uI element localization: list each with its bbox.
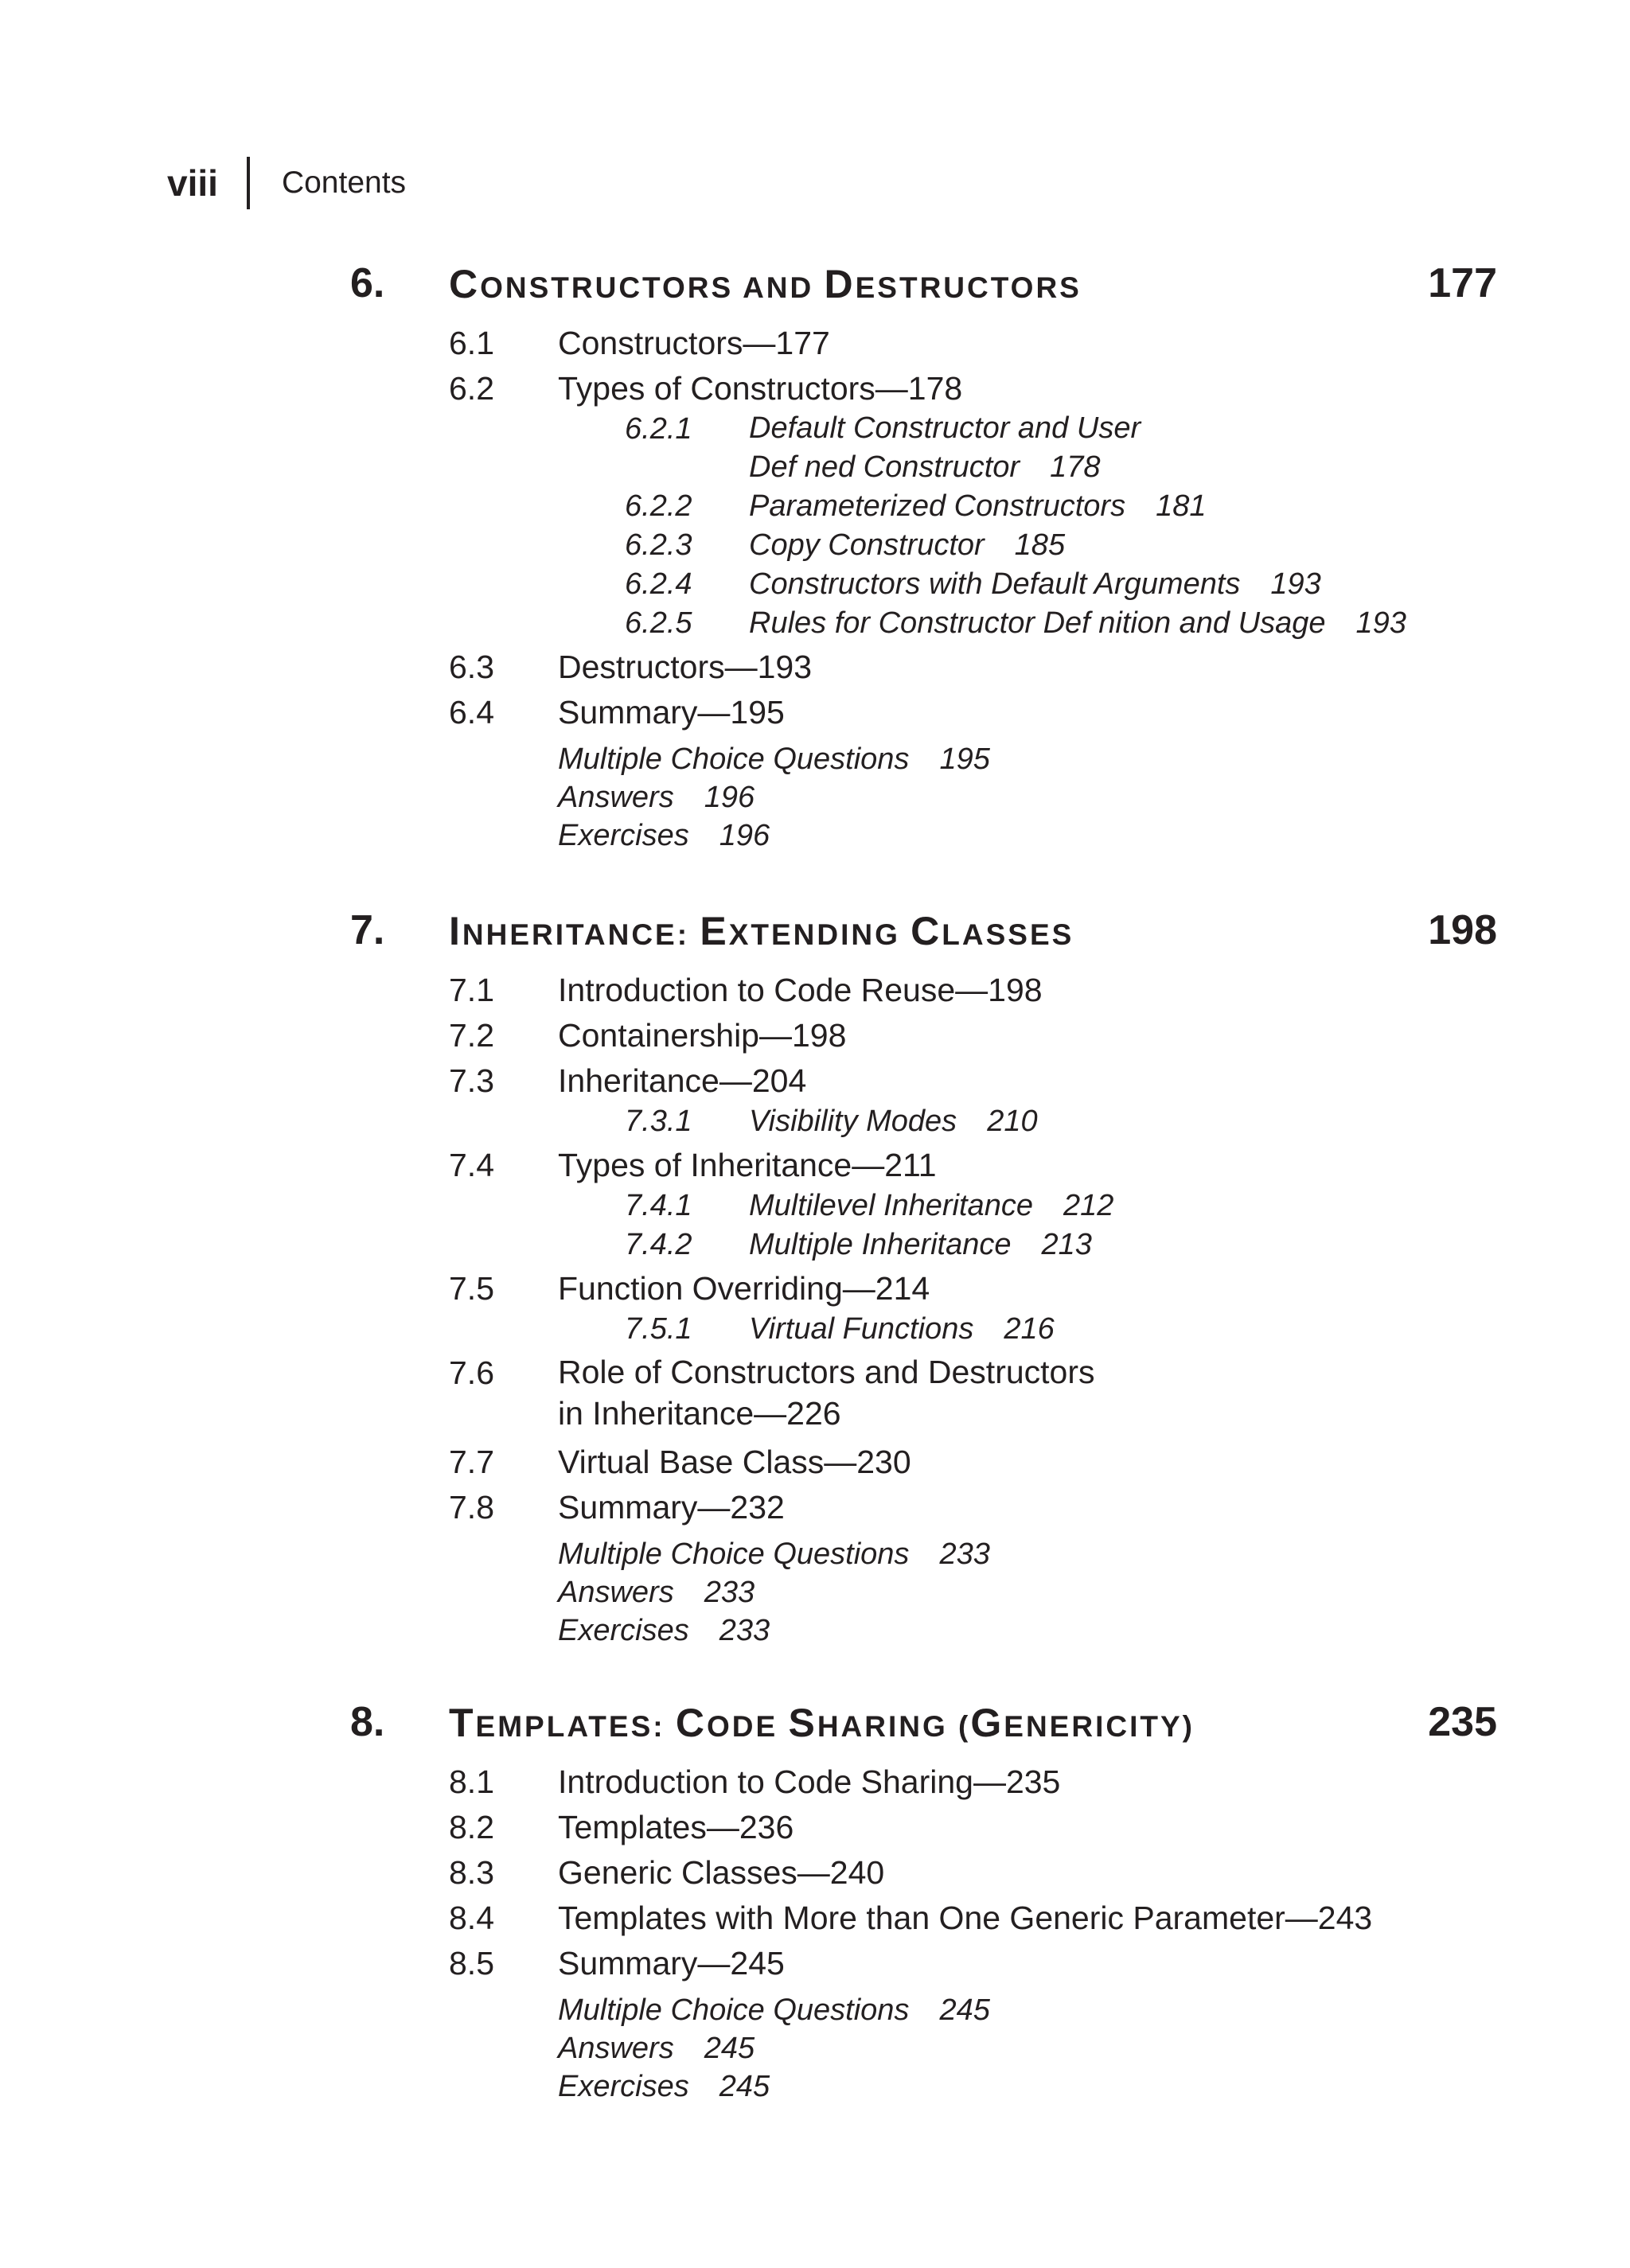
section-title: Templates—236 [558,1809,794,1845]
title-initial: C [911,909,942,953]
end-matter-title [558,781,755,815]
end-matter-title [558,2070,770,2104]
end-matter-entry [0,739,1630,777]
section-entry [0,1056,1630,1101]
subsection-title-line: Virtual Functions [749,1312,974,1346]
subsection-title [749,528,1065,563]
section-entry [0,965,1630,1011]
chapter-page: 177 [1428,260,1497,306]
subsection-title [749,409,1141,487]
subsection-entry [0,1309,1630,1348]
section-number: 7.6 [449,1354,494,1391]
subsection-title-line: Default Constructor and User [749,411,1141,445]
subsection-page: 193 [1270,567,1321,601]
end-matter-entry [0,1611,1630,1649]
section-entry [0,1140,1630,1186]
section-title: Generic Classes—240 [558,1854,885,1891]
subsection-title [749,489,1206,524]
section-title: Constructors—177 [558,325,830,361]
end-matter-label: Multiple Choice Questions [558,742,910,776]
section-number: 8.2 [449,1809,494,1845]
end-matter-page: 196 [719,819,770,852]
spacer [0,1528,1630,1534]
subsection-title [749,1228,1092,1262]
end-matter-label: Exercises [558,2070,689,2103]
section-title: Templates with More than One Generic Parameter—243 [558,1900,1373,1936]
running-title: Contents [281,166,407,200]
title-small-caps: XTENDING [728,918,911,951]
end-matter-entry [0,777,1630,816]
title-initial: I [449,909,462,953]
section-number: 8.4 [449,1900,494,1936]
subsection-title-line: Constructors with Default Arguments [749,567,1241,601]
end-matter-title [558,1614,770,1648]
subsection-title [749,1189,1113,1223]
title-small-caps: ODE [706,1710,789,1743]
subsection-entry [0,1101,1630,1140]
subsection-title-line: Parameterized Constructors [749,489,1126,523]
subsection-title-line: Rules for Constructor Def nition and Usage [749,606,1326,640]
section-entry [0,1348,1630,1437]
title-small-caps: ONSTRUCTORS AND [480,271,825,304]
section-title [558,1351,1274,1434]
section-number: 7.5 [449,1270,494,1307]
title-initial: D [824,262,856,306]
section-entry [0,1264,1630,1309]
subsection-title [749,1312,1055,1346]
section-title: Inheritance—204 [558,1062,807,1099]
section-number: 8.5 [449,1945,494,1982]
section-number: 6.4 [449,694,494,731]
chapter-heading [0,1693,1630,1757]
section-entry [0,1848,1630,1893]
title-small-caps: LASSES [942,918,1074,951]
header-divider [247,157,250,209]
spacer [0,1984,1630,1990]
subsection-title-line: Visibility Modes [749,1105,957,1138]
chapter-heading [0,902,1630,965]
subsection-page: 181 [1156,489,1207,523]
section-entry [0,364,1630,409]
title-initial: C [675,1701,707,1745]
title-initial: T [449,1701,476,1745]
section-title: Introduction to Code Sharing—235 [558,1763,1061,1800]
section-number: 7.3 [449,1062,494,1099]
subsection-entry [0,525,1630,564]
page-number: viii [167,162,218,204]
end-matter-entry [0,816,1630,854]
chapter-number: 8. [350,1699,385,1745]
section-entry [0,688,1630,733]
subsection-number: 6.2.1 [625,412,692,446]
title-small-caps: ENERICITY) [1004,1710,1195,1743]
subsection-title [749,606,1406,641]
section-entry [0,642,1630,688]
end-matter-page: 195 [939,742,990,776]
subsection-number: 6.2.4 [625,567,692,601]
subsection-page: 212 [1063,1189,1114,1222]
subsection-page: 193 [1355,606,1406,640]
end-matter-label: Answers [558,781,674,814]
chapter-page: 235 [1428,1699,1497,1745]
section-title: Summary—245 [558,1945,785,1982]
end-matter-entry [0,1990,1630,2028]
subsection-page: 213 [1041,1228,1092,1261]
title-small-caps: HARING ( [817,1710,971,1743]
end-matter-label: Answers [558,2032,674,2065]
chapter-title [449,908,1074,954]
title-initial: C [449,262,481,306]
running-header [167,147,406,219]
section-title: Summary—232 [558,1489,785,1526]
end-matter-entry [0,1534,1630,1572]
title-small-caps: NHERITANCE: [462,918,700,951]
section-entry [0,1483,1630,1528]
title-small-caps: EMPLATES: [475,1710,676,1743]
subsection-title-line: Copy Constructor [749,528,985,562]
end-matter-label: Exercises [558,819,689,852]
subsection-title [749,567,1321,602]
end-matter-page: 196 [704,781,755,814]
end-matter-label: Exercises [558,1614,689,1647]
section-number: 7.1 [449,972,494,1008]
spacer [0,733,1630,739]
section-number: 6.2 [449,370,494,407]
subsection-page: 216 [1004,1312,1055,1346]
end-matter-title [558,2032,755,2066]
section-entry [0,1437,1630,1483]
end-matter-label: Answers [558,1576,674,1609]
section-number: 8.3 [449,1854,494,1891]
section-title-line: in Inheritance—226 [558,1395,841,1432]
section-title: Introduction to Code Reuse—198 [558,972,1043,1008]
section-number: 6.3 [449,649,494,685]
end-matter-entry [0,2028,1630,2067]
chapter-6 [0,255,1630,854]
section-title: Summary—195 [558,694,785,731]
end-matter-page: 233 [719,1614,770,1647]
end-matter-entry [0,1572,1630,1611]
subsection-entry [0,486,1630,525]
end-matter-label: Multiple Choice Questions [558,1537,910,1571]
subsection-page: 210 [987,1105,1038,1138]
subsection-title [749,1105,1038,1139]
section-title: Virtual Base Class—230 [558,1444,911,1480]
section-number: 7.4 [449,1147,494,1183]
chapter-page: 198 [1428,907,1497,953]
section-entry [0,1011,1630,1056]
end-matter-title [558,1537,990,1572]
subsection-number: 6.2.3 [625,528,692,562]
subsection-number: 6.2.5 [625,606,692,640]
title-initial: S [788,1701,817,1745]
section-number: 7.8 [449,1489,494,1526]
section-entry [0,1802,1630,1848]
title-small-caps: ESTRUCTORS [855,271,1082,304]
end-matter-title [558,819,770,853]
section-title: Containership—198 [558,1017,847,1054]
chapter-number: 6. [350,260,385,306]
section-number: 7.7 [449,1444,494,1480]
subsection-title-line: Multilevel Inheritance [749,1189,1033,1222]
end-matter-page: 233 [939,1537,990,1571]
chapter-number: 7. [350,907,385,953]
subsection-entry [0,1186,1630,1225]
chapter-8 [0,1693,1630,2105]
subsection-number: 7.3.1 [625,1105,692,1138]
end-matter-title [558,742,990,777]
end-matter-label: Multiple Choice Questions [558,1993,910,2027]
subsection-entry [0,1225,1630,1264]
end-matter-page: 245 [704,2032,755,2065]
section-title: Function Overriding—214 [558,1270,930,1307]
subsection-title-line: Multiple Inheritance [749,1228,1012,1261]
subsection-title-line: Def ned Constructor [749,450,1020,484]
section-title: Types of Constructors—178 [558,370,963,407]
section-entry [0,1757,1630,1802]
chapter-heading [0,255,1630,318]
subsection-entry [0,409,1630,486]
section-number: 8.1 [449,1763,494,1800]
subsection-number: 7.4.1 [625,1189,692,1222]
section-title: Types of Inheritance—211 [558,1147,937,1183]
end-matter-entry [0,2067,1630,2105]
end-matter-page: 245 [939,1993,990,2027]
title-initial: E [700,909,729,953]
section-number: 6.1 [449,325,494,361]
subsection-entry [0,603,1630,642]
end-matter-page: 233 [704,1576,755,1609]
end-matter-title [558,1576,755,1610]
section-entry [0,318,1630,364]
subsection-page: 178 [1050,450,1101,484]
title-initial: G [970,1701,1004,1745]
chapter-title [449,1700,1195,1746]
subsection-number: 6.2.2 [625,489,692,523]
chapter-7 [0,902,1630,1649]
end-matter-title [558,1993,990,2028]
subsection-number: 7.5.1 [625,1312,692,1346]
section-title-line: Role of Constructors and Destructors [558,1354,1095,1390]
subsection-number: 7.4.2 [625,1228,692,1261]
subsection-page: 185 [1014,528,1066,562]
section-title: Destructors—193 [558,649,813,685]
section-number: 7.2 [449,1017,494,1054]
subsection-entry [0,564,1630,603]
section-entry [0,1939,1630,1984]
chapter-title [449,261,1082,307]
end-matter-page: 245 [719,2070,770,2103]
section-entry [0,1893,1630,1939]
